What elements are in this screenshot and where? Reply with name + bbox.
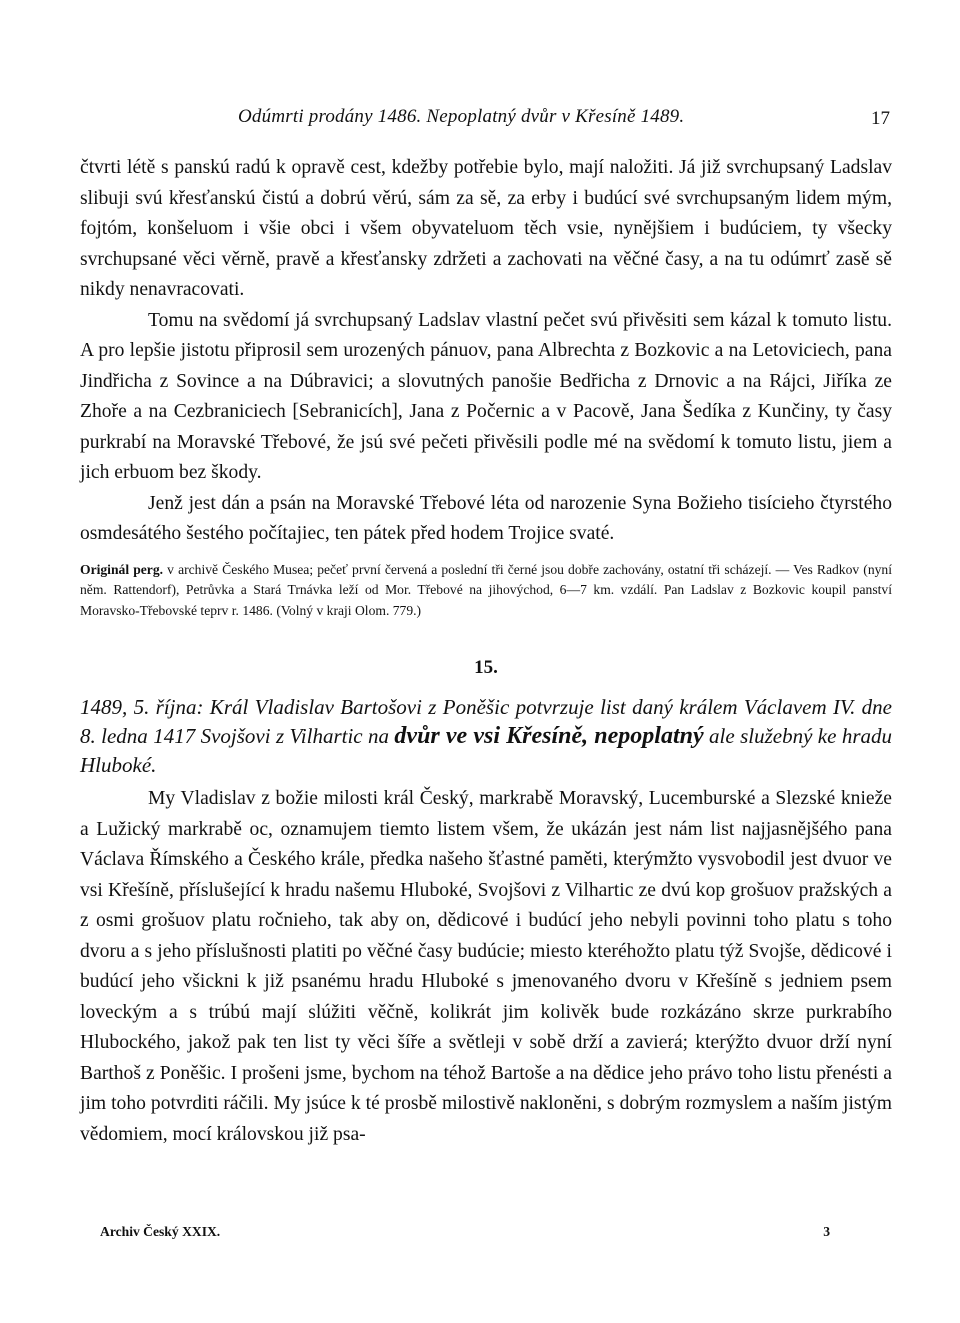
- page-header: [80, 106, 892, 136]
- footer-signature: Archiv Český XXIX.: [100, 1224, 221, 1239]
- page-number: 17: [871, 108, 890, 129]
- running-head: Odúmrti prodány 1486. Nepoplatný dvůr v Křesíně 1489.: [238, 106, 685, 127]
- archival-note-lead: Originál perg.: [80, 561, 164, 577]
- paragraph-dating: Jenž jest dán a psán na Moravské Třebové léta od narozenie Syna Božieho tisícieho čtyrstého osmdesátého šestého počítajiec, ten pátek před hodem Trojice svaté.: [80, 492, 892, 544]
- document-number: 15.: [474, 657, 498, 678]
- archival-note-text: v archivě Českého Musea; pečeť první červená a poslední tři černé jsou dobře zachovány, ostatní tři scházejí. — Ves Radkov (nyní něm. Rattendorf), Petrůvka a Stará Trnávka leží od Mor. Třebové na jihovýchod, 6—7 km. vzdálí. Pan Ladslav z Bozkovic koupil panství Moravsko-Třebovské teprv r. 1486. (Volný v kraji Olom. 779.): [80, 561, 892, 618]
- regest-text-2: ale služebný ke hradu Hluboké.: [80, 724, 893, 777]
- sheet-mark: 3: [823, 1224, 830, 1239]
- paragraph-continued: čtvrti létě s panskú radú k opravě cest, kdežby potřebie bylo, mají naložiti. Já již svrchupsaný Ladslav slibuji svú křesťanskú čistú a dobrú věrú, sám za sě, za erby i budúcí své svrchupsaným lidem mým, fojtóm, konšeluom i všie obci i všem obyvateluom těch vsie, nynějšiem i budúciem, ty všecky svrchupsané věci věrně, pravě a křesťansky zdržeti a zachovati na věčné časy, a na tu odúmrť zasě sě nikdy nenavracovati.: [80, 157, 892, 300]
- regest-text-1: 1489, 5. října: Král Vladislav Bartošovi z Poněšic potvrzuje list daný králem Václavem IV. dne 8. ledna 1417 Svojšovi z Vilhartic na: [80, 695, 892, 748]
- paragraph-seal: Tomu na svědomí já svrchupsaný Ladslav vlastní pečet svú přivěsiti sem kázal k tomuto listu. A pro lepšie jistotu připrosil sem urozených pánuov, pana Albrechta z Bozkovic a na Letoviciech, pana Jindřicha z Sovince a na Dúbravici; a slovutných panošie Bedřicha z Drnovic a na Rájci, Jiříka ze Zhoře a na Cezbraniciech [Sebranicích], Jana z Počernic a v Pacově, Jana Šedíka z Kunčiny, ty časy purkrabí na Moravské Třebové, že jsú své pečeti přivěsili podle mé na svědomí k tomuto listu, jiem a jich erbuom bez škody.: [80, 309, 892, 483]
- document-regest: [80, 693, 892, 780]
- regest-bold: dvůr ve vsi Křesíně, nepoplatný: [394, 723, 704, 749]
- page-body: [80, 153, 892, 1150]
- archival-note: [80, 560, 892, 622]
- document-text: My Vladislav z božie milosti král Český, markrabě Moravský, Lucemburské a Slezské knieže a Lužický markrabě oc, oznamujem tiemto listem všem, že ukázán jest nám list najjasnějšého pana Václava Římského a Českého krále, předka našeho šťastné paměti, kterýmžto vysvobodil jest dvuor ve vsi Křešíně, příslušející k hradu našemu Hluboké, Svojšovi z Vilhartic ze dvú kop grošuov pražských a z osmi grošuov platu ročnieho, tak aby on, dědicové i budúcí jeho nebyli povinni toho platu s toho dvoru a s jeho příslušnosti platiti po věčné časy budúcie; miesto kteréhožto platu týž Svojše, dědicové i budúcí jeho všickni k již psanému hradu Hluboké s jmenovaného dvoru v Křešíně s jedniem psem loveckým a s trúbú mají slúžiti věčně, kolikrát jim kolivěk bude rozkázáno skrze purkrabího Hlubockého, jakož pak ten list ty věci šíře a světleji v sobě drží a zavierá; kterýžto dvuor drží nyní Barthoš z Poněšic. I prošeni jsme, bychom na téhož Bartoše a na dědice jeho právo toho listu přenésti a jim toho potvrditi ráčili. My jsúce k té prosbě milostivě nakloněni, s dobrým rozmyslem a naším jistým vědomiem, mocí královskou již psa-: [80, 788, 892, 1145]
